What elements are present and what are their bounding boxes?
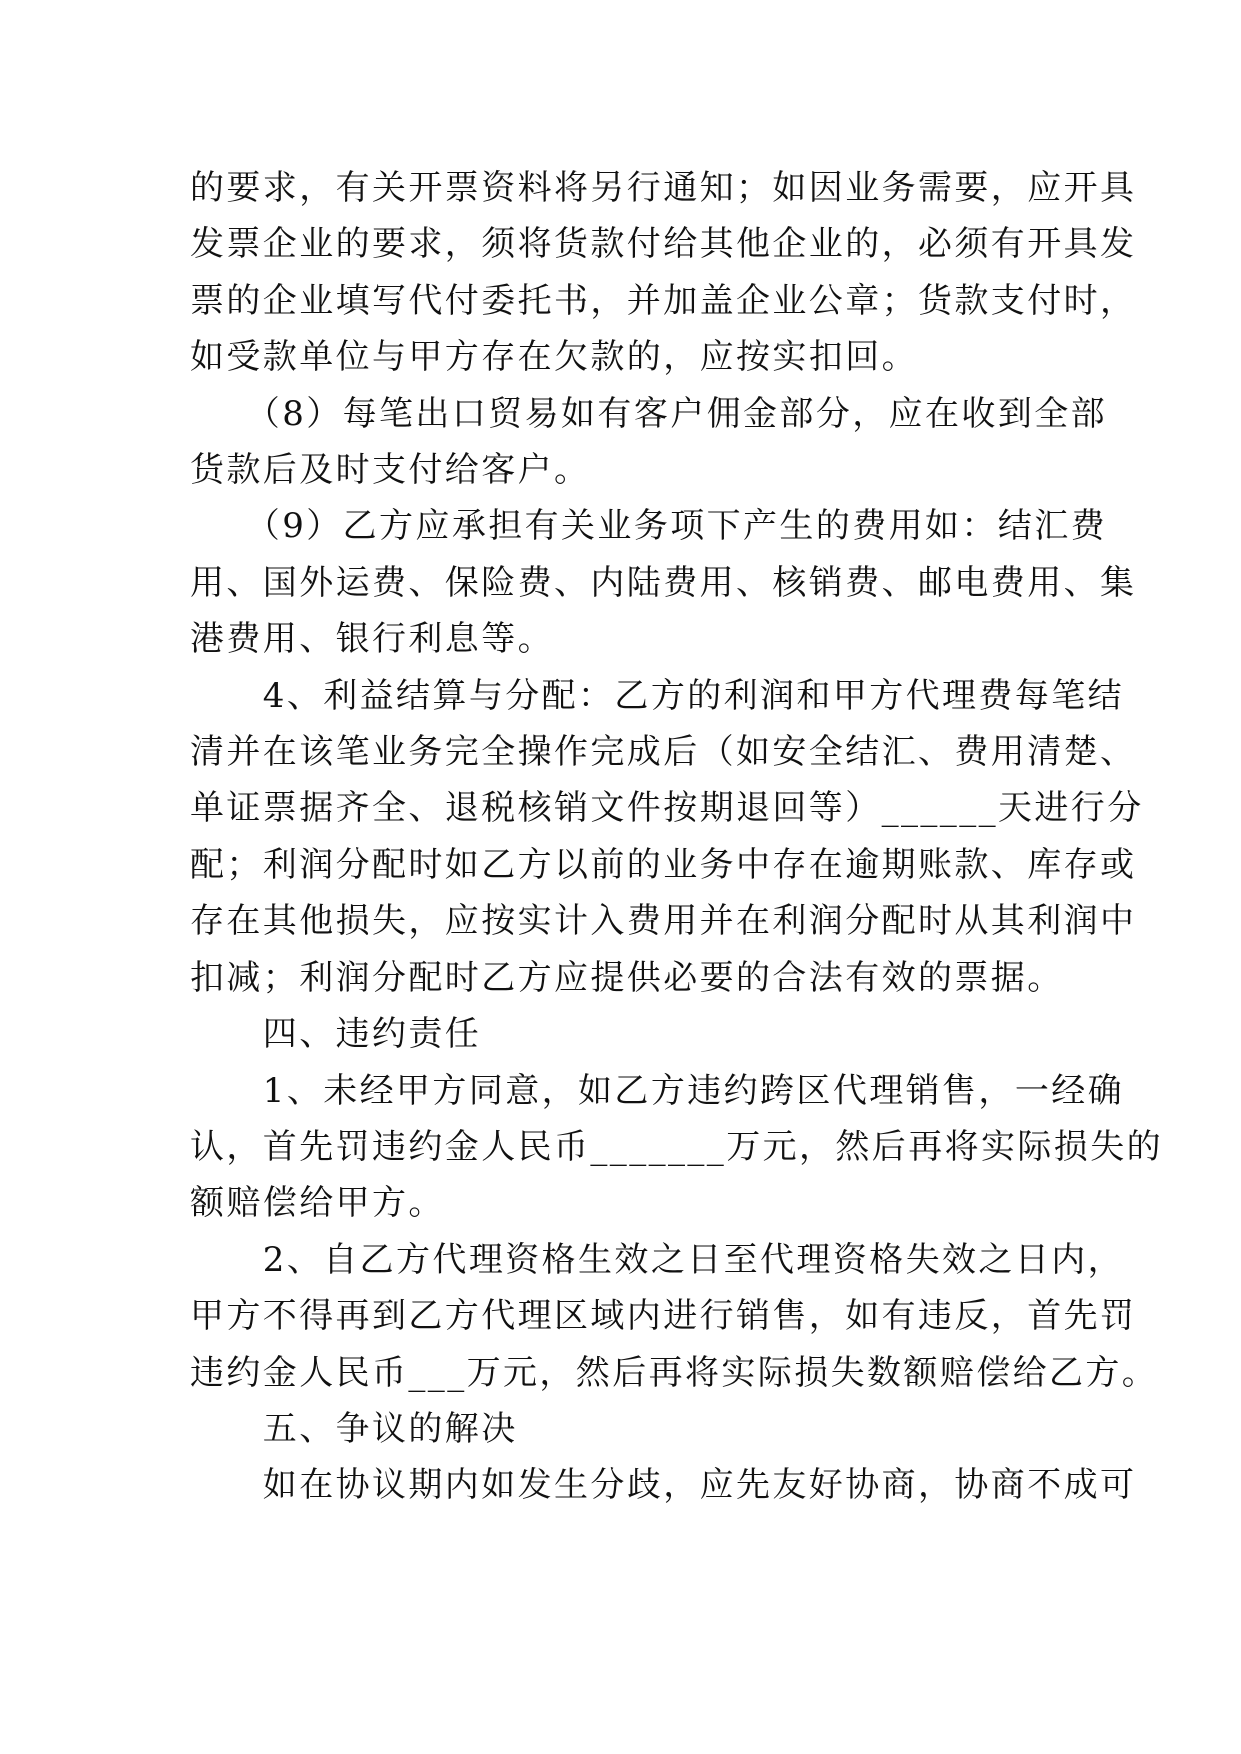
- text-line: 如受款单位与甲方存在欠款的，应按实扣回。: [190, 337, 918, 378]
- text-line: （9）乙方应承担有关业务项下产生的费用如：结汇费: [190, 506, 1108, 547]
- text-line: 清并在该笔业务完全操作完成后（如安全结汇、费用清楚、: [190, 732, 1137, 773]
- text-line: 1、未经甲方同意，如乙方违约跨区代理销售，一经确: [190, 1070, 1125, 1111]
- section-heading: 五、争议的解决: [190, 1408, 518, 1449]
- text-line: （8）每笔出口贸易如有客户佣金部分，应在收到全部: [190, 393, 1108, 434]
- text-line: 发票企业的要求，须将货款付给其他企业的，必须有开具发: [190, 224, 1137, 265]
- text-line: 票的企业填写代付委托书，并加盖企业公章；货款支付时，: [190, 280, 1137, 321]
- text-line: 认，首先罚违约金人民币_______万元，然后再将实际损失的: [190, 1126, 1163, 1167]
- text-line: 如在协议期内如发生分歧，应先友好协商，协商不成可: [190, 1465, 1137, 1506]
- text-line: 2、自乙方代理资格生效之日至代理资格失效之日内，: [190, 1239, 1125, 1280]
- text-line: 存在其他损失，应按实计入费用并在利润分配时从其利润中: [190, 901, 1137, 942]
- text-line: 用、国外运费、保险费、内陆费用、核销费、邮电费用、集: [190, 562, 1137, 603]
- text-line: 4、利益结算与分配：乙方的利润和甲方代理费每笔结: [190, 675, 1125, 716]
- text-line: 单证票据齐全、退税核销文件按期退回等）______天进行分: [190, 788, 1144, 829]
- text-line: 货款后及时支付给客户。: [190, 450, 591, 491]
- text-line: 的要求，有关开票资料将另行通知；如因业务需要，应开具: [190, 168, 1137, 208]
- text-line: 配；利润分配时如乙方以前的业务中存在逾期账款、库存或: [190, 844, 1137, 885]
- text-line: 违约金人民币___万元，然后再将实际损失数额赔偿给乙方。: [190, 1352, 1159, 1393]
- section-heading: 四、违约责任: [190, 1014, 482, 1055]
- document-body: [190, 160, 1163, 1514]
- text-line: 港费用、银行利息等。: [190, 619, 554, 660]
- text-line: 甲方不得再到乙方代理区域内进行销售，如有违反，首先罚: [190, 1296, 1137, 1337]
- text-line: 扣减；利润分配时乙方应提供必要的合法有效的票据。: [190, 957, 1064, 998]
- text-line: 额赔偿给甲方。: [190, 1183, 445, 1224]
